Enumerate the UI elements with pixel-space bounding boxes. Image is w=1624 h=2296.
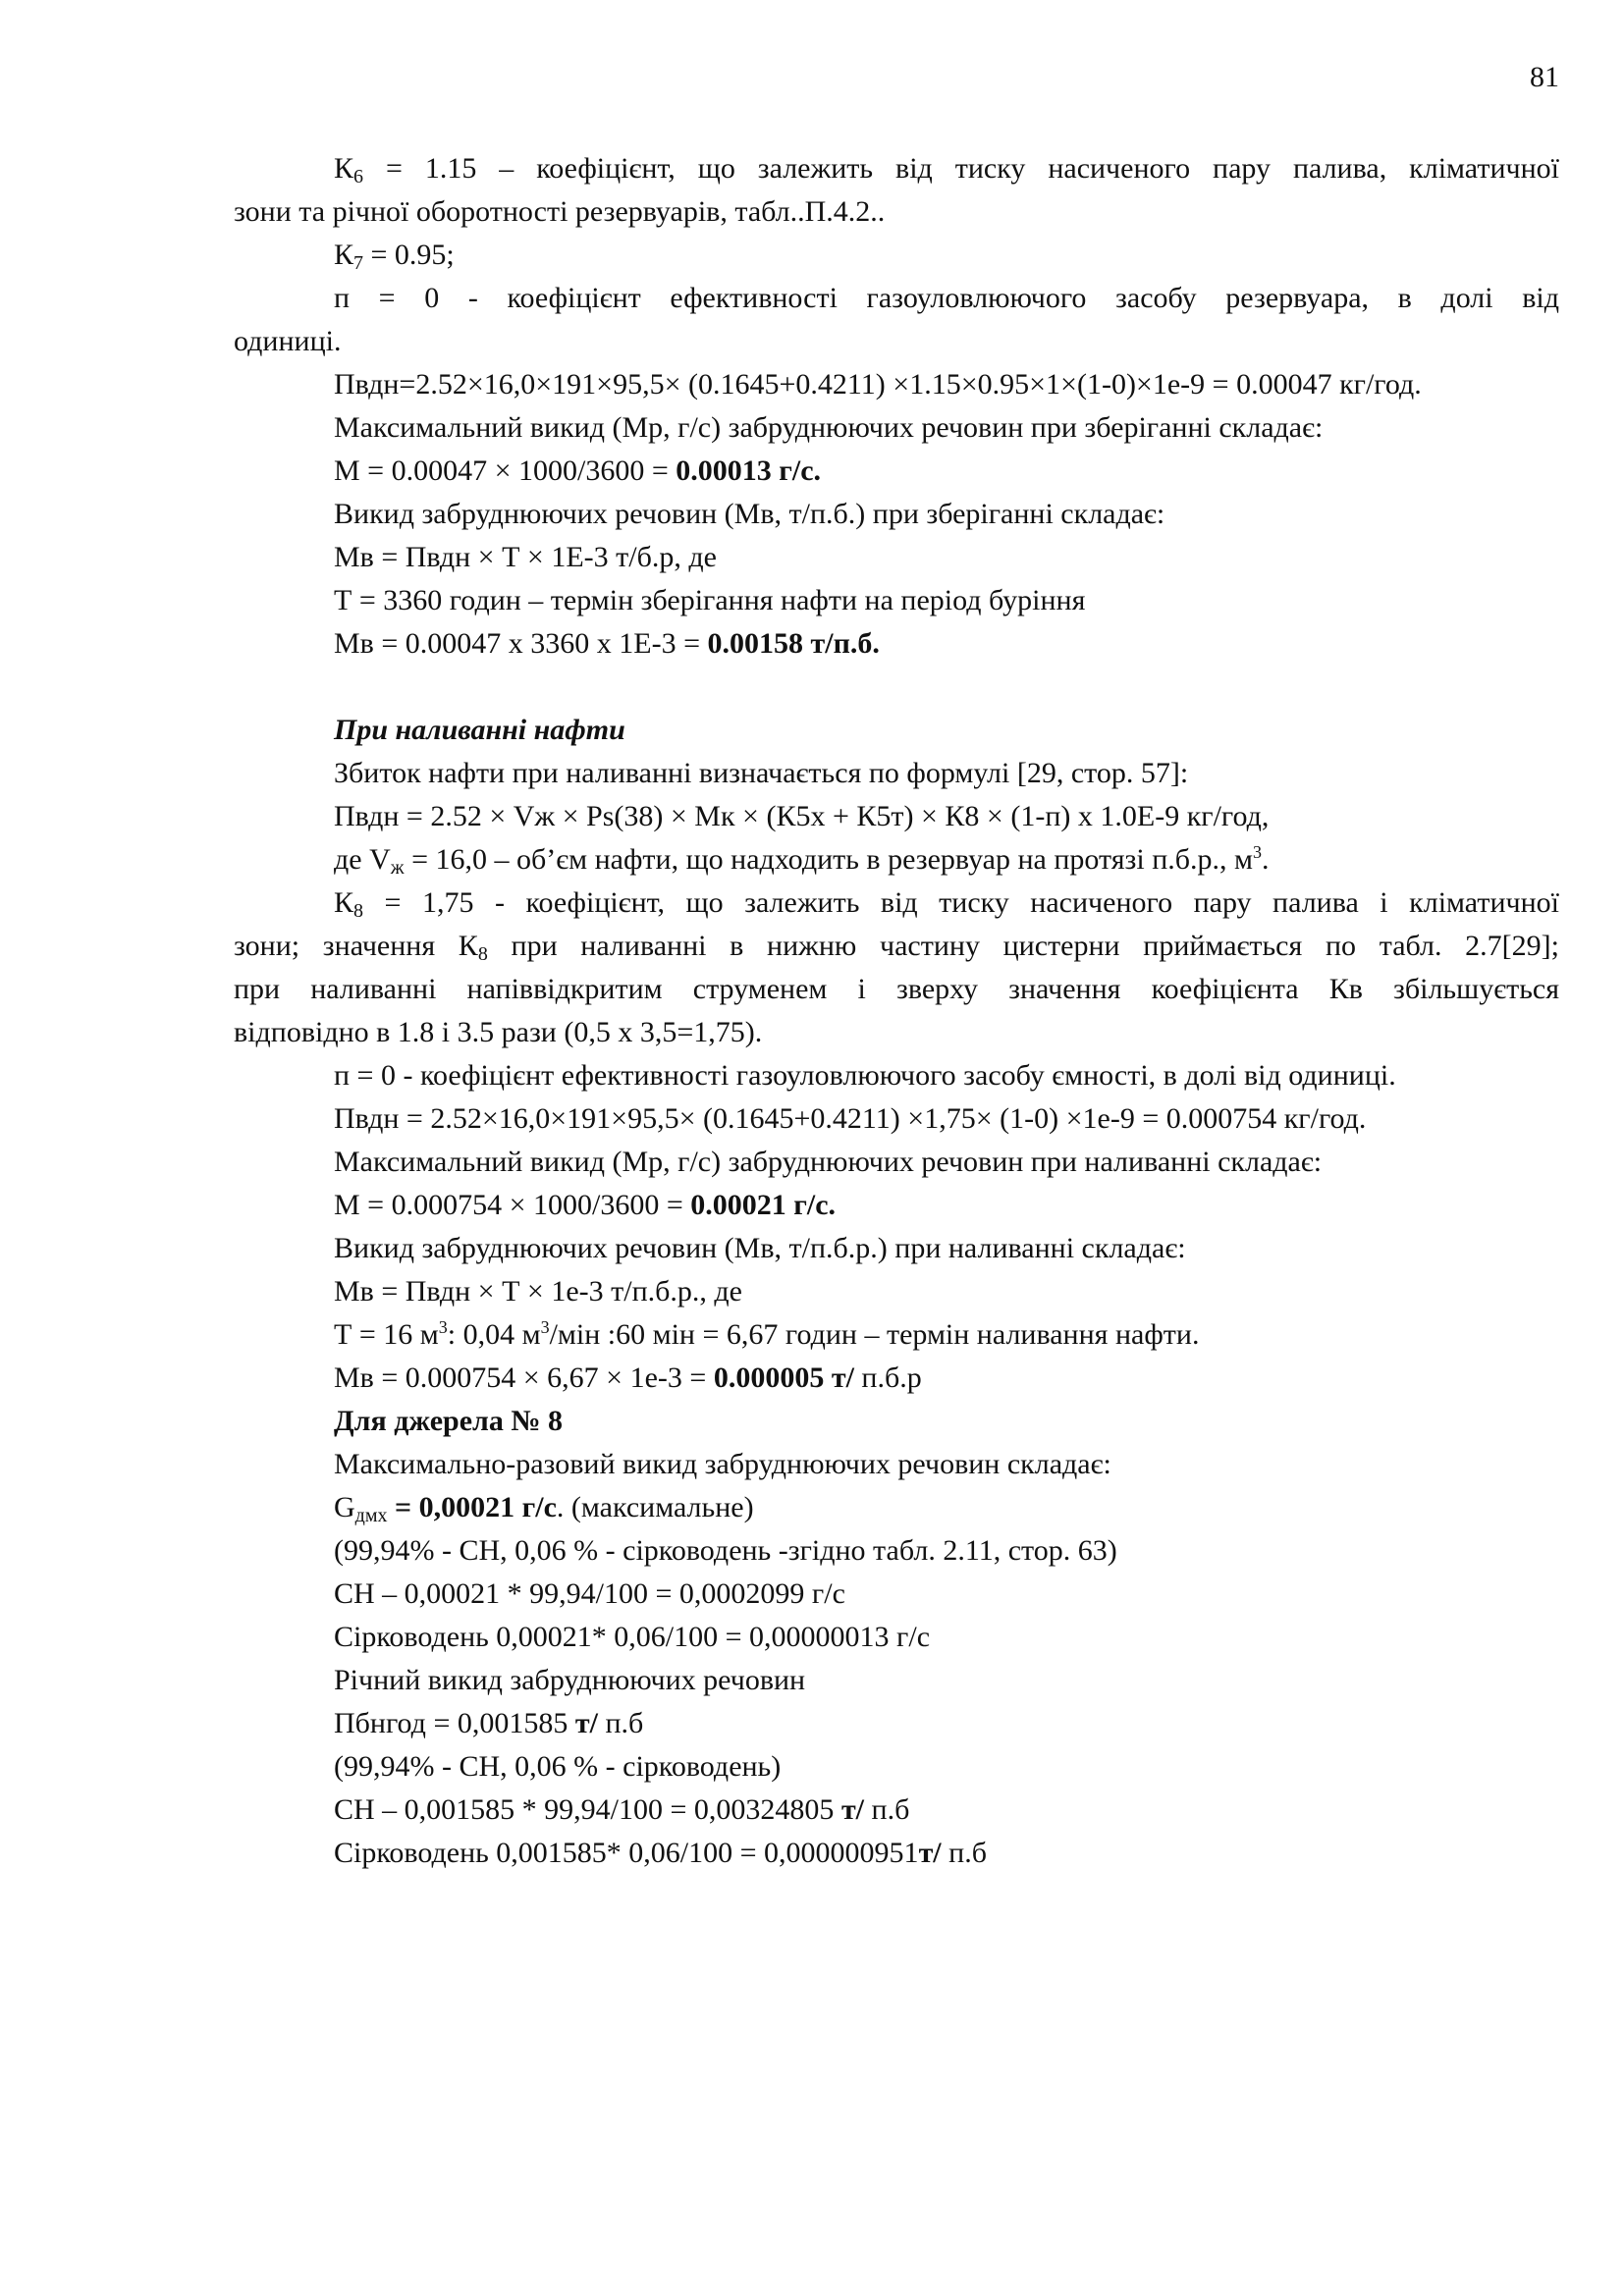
storage-max-title: Максимальний викид (Мр, г/с) забруднюючих речовин при зберіганні складає: <box>334 411 1324 444</box>
loading-mv-formula: Мв = Пвдн × Т × 1е-3 т/п.б.р., де <box>334 1275 742 1308</box>
t-start: Т = 16 м <box>334 1318 439 1351</box>
page-number: 81 <box>1530 61 1559 93</box>
loading-heading-text: При наливанні нафти <box>334 714 625 746</box>
loading-pvdn-formula: Пвдн = 2.52×16,0×191×95,5× (0.1645+0.4211) ×1,75× (1-0) ×1е-9 = 0.000754 кг/год. <box>334 1102 1367 1135</box>
loading-m-formula: М = 0.000754 × 1000/3600 = <box>334 1189 691 1221</box>
loading-heading <box>234 709 1559 752</box>
storage-mv-formula: Мв = Пвдн × Т × 1Е-3 т/б.р, де <box>334 541 717 573</box>
k8-text: = 1,75 - коефіцієнт, що залежить від тиску насиченого пару палива і кліматичної <box>363 886 1559 919</box>
k8-line-4: відповідно в 1.8 і 3.5 рази (0,5 х 3,5=1,75). <box>234 1016 763 1048</box>
k6-line-1 <box>234 147 1559 190</box>
loading-mv-calc: Мв = 0.000754 × 6,67 × 1е-3 = <box>334 1362 714 1394</box>
k6-subscript: 6 <box>353 166 364 187</box>
section-gap <box>234 666 1559 709</box>
loading-t-line <box>234 1313 1559 1357</box>
t-end: /мін :60 мін = 6,67 годин – термін наливання нафти. <box>549 1318 1200 1351</box>
source8-ch-1: СН – 0,00021 * 99,94/100 = 0,0002099 г/с <box>334 1577 845 1610</box>
source8-ch-2 <box>234 1789 1559 1832</box>
storage-m-line <box>234 450 1559 493</box>
ch2-suffix: п.б <box>864 1793 910 1826</box>
t-superscript-1: 3 <box>438 1317 448 1337</box>
volume-subscript: ж <box>390 857 405 879</box>
source8-heading <box>234 1400 1559 1443</box>
g-subscript: дмх <box>354 1505 388 1526</box>
g-symbol: G <box>334 1491 355 1523</box>
storage-t-line: Т = 3360 годин – термін зберігання нафти на період буріння <box>334 584 1086 616</box>
source8-heading-text: Для джерела № 8 <box>334 1405 564 1437</box>
storage-m-formula: М = 0.00047 × 1000/3600 = <box>334 454 677 487</box>
source8-composition-2: (99,94% - СН, 0,06 % - сірководень) <box>334 1750 782 1783</box>
k7-symbol: К <box>334 239 354 271</box>
loading-intro: Збиток нафти при наливанні визначається по формулі [29, стор. 57]: <box>334 757 1189 789</box>
h2s2-unit: т/ <box>918 1837 942 1869</box>
storage-mv-calc: Мв = 0.00047 х 3360 х 1Е-3 = <box>334 627 708 660</box>
pb-unit: т/ <box>574 1707 598 1739</box>
source8-h2s-1: Сірководень 0,00021* 0,06/100 = 0,00000013 г/с <box>334 1621 931 1653</box>
volume-superscript: 3 <box>1253 842 1263 862</box>
k8-subscript: 8 <box>353 900 364 922</box>
ch2-unit: т/ <box>840 1793 865 1826</box>
loading-mv-title: Викид забруднюючих речовин (Мв, т/п.б.р.) при наливанні складає: <box>334 1232 1186 1264</box>
loading-m-result: 0.00021 г/с. <box>690 1189 837 1221</box>
loading-mv-result: 0.000005 т/ <box>713 1362 854 1394</box>
source8-h2s-2 <box>234 1832 1559 1875</box>
volume-end: . <box>1262 843 1270 876</box>
g-value: 0,00021 г/с <box>418 1491 557 1523</box>
k6-symbol: К <box>334 152 354 185</box>
g-equals: = <box>387 1491 419 1523</box>
loading-mv-unit: п.б.р <box>853 1362 922 1394</box>
k8-line-2 <box>234 925 1559 968</box>
volume-text: = 16,0 – об’єм нафти, що надходить в резервуар на протязі п.б.р., м <box>404 843 1254 876</box>
k8-line-2-end: при наливанні в нижню частину цистерни приймається по табл. 2.7[29]; <box>487 930 1559 962</box>
k7-value: = 0.95; <box>363 239 455 271</box>
loading-m-line <box>234 1184 1559 1227</box>
h2s2-suffix: п.б <box>941 1837 987 1869</box>
loading-formula: Пвдн = 2.52 × Vж × Ps(38) × Мк × (К5х + К5т) × К8 × (1-п) х 1.0Е-9 кг/год, <box>334 800 1270 832</box>
pb-value: Пбнгод = 0,001585 <box>334 1707 575 1739</box>
k8-symbol: К <box>334 886 354 919</box>
k7-subscript: 7 <box>353 252 364 274</box>
page-body <box>234 147 1559 1875</box>
t-middle: : 0,04 м <box>447 1318 541 1351</box>
ch2-value: СН – 0,001585 * 99,94/100 = 0,00324805 <box>334 1793 841 1826</box>
storage-mv-line <box>234 622 1559 666</box>
k8-line-1 <box>234 881 1559 925</box>
k7-line <box>234 234 1559 277</box>
efficiency-line-1: п = 0 - коефіцієнт ефективності газоуловлюючого засобу резервуара, в долі від <box>334 282 1559 314</box>
storage-m-result: 0.00013 г/с. <box>676 454 822 487</box>
t-superscript-2: 3 <box>540 1317 550 1337</box>
source8-composition-1: (99,94% - СН, 0,06 % - сірководень -згідно табл. 2.11, стор. 63) <box>334 1534 1117 1567</box>
g-note: . (максимальне) <box>556 1491 754 1523</box>
k8-line-2-subscript: 8 <box>477 943 488 965</box>
volume-symbol: де V <box>334 843 391 876</box>
k6-text: = 1.15 – коефіцієнт, що залежить від тиску насиченого пару палива, кліматичної <box>363 152 1559 185</box>
k8-line-3: при наливанні напіввідкритим струменем і зверху значення коефіцієнта Кв збільшується <box>234 973 1559 1005</box>
source8-g-line <box>234 1486 1559 1529</box>
pb-suffix: п.б <box>597 1707 644 1739</box>
source8-pb-line <box>234 1702 1559 1745</box>
k8-line-2-start: зони; значення К <box>234 930 478 962</box>
loading-max-title: Максимальний викид (Мр, г/с) забруднюючих речовин при наливанні складає: <box>334 1146 1323 1178</box>
storage-pvdn-formula: Пвдн=2.52×16,0×191×95,5× (0.1645+0.4211) ×1.15×0.95×1×(1-0)×1е-9 = 0.00047 кг/год. <box>334 368 1422 400</box>
loading-volume-line <box>234 838 1559 881</box>
k6-line-2: зони та річної оборотності резервуарів, табл..П.4.2.. <box>234 195 886 228</box>
source8-max-title: Максимально-разовий викид забруднюючих речовин складає: <box>334 1448 1111 1480</box>
loading-mv-line <box>234 1357 1559 1400</box>
h2s2-value: Сірководень 0,001585* 0,06/100 = 0,000000951 <box>334 1837 919 1869</box>
storage-mv-title: Викид забруднюючих речовин (Мв, т/п.б.) при зберіганні складає: <box>334 498 1165 530</box>
source8-annual-title: Річний викид забруднюючих речовин <box>334 1664 806 1696</box>
efficiency-line-2: одиниці. <box>234 325 342 357</box>
storage-mv-result: 0.00158 т/п.б. <box>707 627 880 660</box>
loading-efficiency: п = 0 - коефіцієнт ефективності газоуловлюючого засобу ємності, в долі від одиниці. <box>334 1059 1396 1092</box>
